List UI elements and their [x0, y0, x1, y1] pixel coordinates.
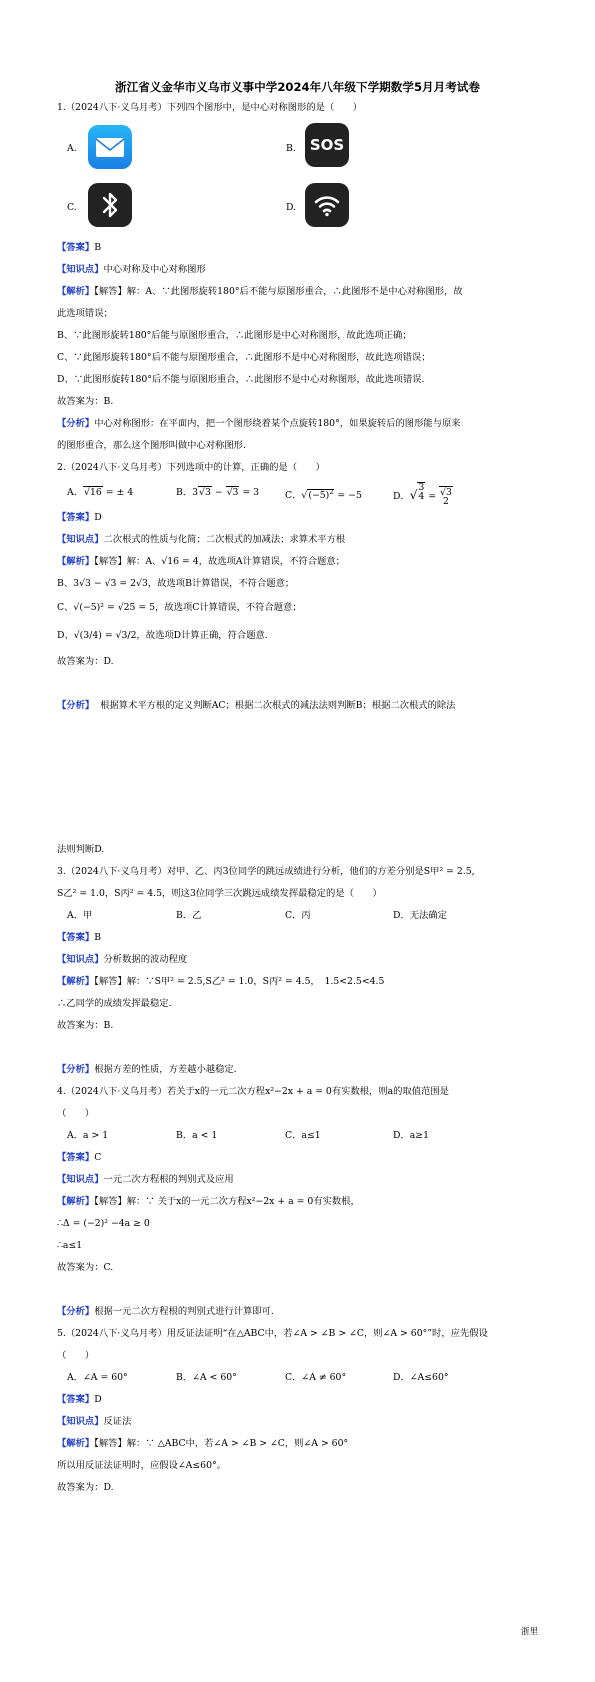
- q4-stem: 4.（2024八下·义乌月考）若关于x的一元二次方程x²−2x + a = 0有实数根，则a的取值范围是: [57, 1086, 449, 1097]
- q2-summary: 【分析】 根据算术平方根的定义判断AC；根据二次根式的减法法则判断B；根据二次根式的除法: [57, 700, 456, 711]
- q1-analysis-line: C、∵此图形旋转180°后不能与原图形重合，∴此图形不是中心对称图形，故此选项错误；: [57, 352, 431, 363]
- q4-analysis-line: ∴Δ = (−2)² −4a ≥ 0: [57, 1218, 150, 1229]
- q5-final-answer: 故答案为：D.: [57, 1482, 114, 1493]
- q3-option-c: C．丙: [285, 910, 311, 921]
- q2-option-a: A．√16 = ± 4: [67, 487, 134, 498]
- q1-analysis-line: B、∵此图形旋转180°后能与原图形重合，∴此图形是中心对称图形，故此选项正确；: [57, 330, 412, 341]
- q3-knowledge: 【知识点】分析数据的波动程度: [57, 954, 188, 965]
- q3-stem-cont: S乙² = 1.0，S丙² = 4.5，则这3位同学三次跳远成绩发挥最稳定的是（ ）: [57, 888, 382, 899]
- mail-icon: [88, 125, 132, 169]
- q3-option-d: D．无法确定: [393, 910, 447, 921]
- q4-summary: 【分析】根据一元二次方程根的判别式进行计算即可.: [57, 1306, 274, 1317]
- q5-analysis-line: 【解析】【解答】解：∵ △ABC中，若∠A > ∠B > ∠C，则∠A > 60°: [57, 1438, 349, 1449]
- q2-option-d: D．√3 4 = √3 2: [393, 482, 452, 507]
- q5-analysis-line: 所以用反证法证明时，应假设∠A≤60°。: [57, 1460, 226, 1471]
- q5-answer: 【答案】D: [57, 1394, 102, 1405]
- q2-analysis-line: C、√(−5)² = √25 = 5，故选项C计算错误，不符合题意；: [57, 602, 302, 613]
- q1-final-answer: 故答案为：B.: [57, 396, 114, 407]
- q3-option-b: B．乙: [176, 910, 202, 921]
- wifi-icon: [305, 183, 349, 227]
- q4-stem-cont: （ ）: [57, 1108, 95, 1119]
- q1-option-c-label: C.: [67, 202, 77, 213]
- q1-analysis-line: D、∵此图形旋转180°后不能与原图形重合，∴此图形不是中心对称图形，故此选项错误.: [57, 374, 425, 385]
- q3-analysis-line: ∴乙同学的成绩发挥最稳定.: [57, 998, 172, 1009]
- q4-final-answer: 故答案为：C.: [57, 1262, 114, 1273]
- q1-knowledge: 【知识点】中心对称及中心对称图形: [57, 264, 206, 275]
- q1-answer: 【答案】B: [57, 242, 102, 253]
- q1-stem: 1.（2024八下·义乌月考）下列四个图形中，是中心对称图形的是（ ）: [57, 102, 363, 113]
- q4-option-b: B．a < 1: [176, 1130, 218, 1141]
- q5-option-d: D．∠A≤60°: [393, 1372, 449, 1383]
- q3-stem: 3.（2024八下·义乌月考）对甲、乙、丙3位同学的跳远成绩进行分析，他们的方差分别是S甲² = 2.5,: [57, 866, 475, 877]
- q1-analysis-line: 【解析】【解答】解：A、∵此图形旋转180°后不能与原图形重合，∴此图形不是中心对称图形，故: [57, 286, 463, 297]
- q4-option-a: A．a > 1: [67, 1130, 109, 1141]
- q4-answer: 【答案】C: [57, 1152, 102, 1163]
- q4-analysis-line: ∴a≤1: [57, 1240, 83, 1251]
- q1-option-d-label: D.: [286, 202, 297, 213]
- q2-option-c: C．$√(-5)^2 = -5$: [285, 488, 362, 502]
- q5-option-b: B．∠A < 60°: [176, 1372, 237, 1383]
- q5-option-c: C．∠A ≠ 60°: [285, 1372, 347, 1383]
- q2-analysis-line: 【解析】【解答】解：A、√16 = 4，故选项A计算错误，不符合题意；: [57, 556, 345, 567]
- q3-option-a: A．甲: [67, 910, 93, 921]
- q3-answer: 【答案】B: [57, 932, 102, 943]
- q2-knowledge: 【知识点】二次根式的性质与化简；二次根式的加减法；求算术平方根: [57, 534, 346, 545]
- q2-final-answer: 故答案为：D.: [57, 656, 114, 667]
- q1-analysis-line: 此选项错误；: [57, 308, 113, 319]
- q4-analysis-line: 【解析】【解答】解：∵ 关于x的一元二次方程x²−2x + a = 0有实数根，: [57, 1196, 360, 1207]
- q2-answer: 【答案】D: [57, 512, 102, 523]
- q4-option-d: D．a≥1: [393, 1130, 429, 1141]
- q5-stem: 5.（2024八下·义乌月考）用反证法证明“在△ABC中，若∠A > ∠B > ∠C，则∠A > 60°”时，应先假设: [57, 1328, 488, 1339]
- q3-final-answer: 故答案为：B.: [57, 1020, 114, 1031]
- q4-knowledge: 【知识点】一元二次方程根的判别式及应用: [57, 1174, 234, 1185]
- q5-stem-cont: （ ）: [57, 1350, 95, 1361]
- q2-option-b: B．3√3 − √3 = 3: [176, 487, 260, 498]
- q5-knowledge: 【知识点】反证法: [57, 1416, 132, 1427]
- q2-stem: 2.（2024八下·义乌月考）下列选项中的计算，正确的是（ ）: [57, 462, 325, 473]
- q2-summary-cont: 法则判断D.: [57, 844, 105, 855]
- sos-icon: [305, 123, 349, 167]
- q4-option-c: C．a≤1: [285, 1130, 321, 1141]
- q3-summary: 【分析】根据方差的性质，方差越小越稳定.: [57, 1064, 237, 1075]
- q1-option-b-label: B.: [286, 143, 296, 154]
- q2-analysis-line: B、3√3 − √3 = 2√3，故选项B计算错误，不符合题意；: [57, 578, 295, 589]
- q2-analysis-line: D、√(3/4) = √3/2，故选项D计算正确，符合题意.: [57, 630, 268, 641]
- page-title: 浙江省义金华市义乌市义事中学2024年八年级下学期数学5月月考试卷: [115, 80, 480, 94]
- sos-text: SOS: [309, 136, 345, 154]
- q3-analysis-line: 【解析】【解答】解：∵S甲² = 2.5,S乙² = 1.0，S丙² = 4.5， 1.5<2.5<4.5: [57, 976, 385, 987]
- q1-option-a-label: A.: [67, 143, 77, 154]
- bluetooth-icon: [88, 183, 132, 227]
- q5-option-a: A．∠A = 60°: [67, 1372, 128, 1383]
- page-footer: 浙里: [520, 1627, 538, 1637]
- q1-summary: 【分析】中心对称图形：在平面内，把一个图形绕着某个点旋转180°，如果旋转后的图形能与原来: [57, 418, 461, 429]
- q1-summary-cont: 的图形重合，那么这个图形叫做中心对称图形.: [57, 440, 246, 451]
